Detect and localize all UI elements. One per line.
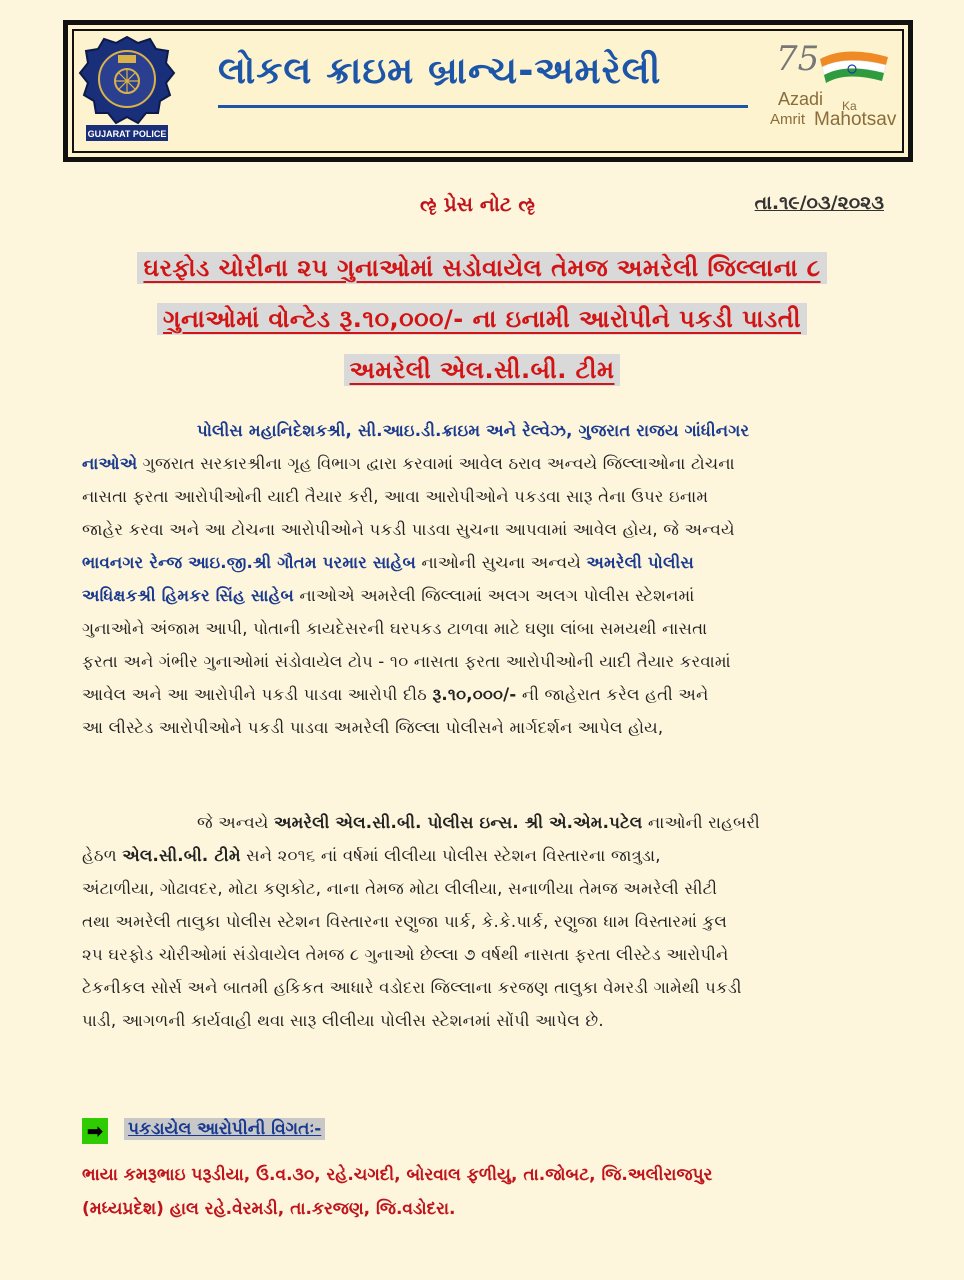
- amrit-word: Amrit: [770, 111, 805, 128]
- p2-text: જે અન્વયે: [197, 813, 274, 832]
- azadi-word: Azadi: [778, 89, 824, 109]
- azadi-number: 75: [776, 39, 820, 79]
- azadi-ka-amrit-mahotsav-logo: [770, 39, 898, 139]
- p2-bold: એલ.સી.બી. ટીમે: [122, 846, 241, 865]
- paragraph-1: [82, 414, 882, 744]
- header-box: [63, 20, 913, 162]
- title-underline: [218, 105, 748, 108]
- headline-line-3: [0, 354, 964, 386]
- accused-section-label: પકડાયેલ આરોપીની વિગતઃ-: [124, 1118, 325, 1140]
- paragraph-2: [82, 806, 882, 1037]
- p2-line: ટેકનીકલ સોર્સ અને બાતમી હકિકત આધારે વડોદરા જિલ્લાના કરજણ તાલુકા વેમરડી ગામેથી પકડી: [82, 978, 742, 997]
- p1-line: [82, 546, 882, 579]
- p1-line: [82, 414, 882, 447]
- accused-line: (મધ્યપ્રદેશ) હાલ રહે.વેરમડી, તા.કરજણ, જિ.વડોદરા.: [82, 1199, 456, 1219]
- flag-icon: [816, 45, 892, 91]
- mahotsav-word: Mahotsav: [814, 109, 897, 130]
- p1-bold: નાઓએ: [82, 454, 138, 473]
- arrow-right-icon: ➡: [82, 1118, 108, 1144]
- p2-text: હેઠળ: [82, 846, 123, 865]
- headline-text-1: ઘરફોડ ચોરીના ૨૫ ગુનાઓમાં સડોવાયેલ તેમજ અમરેલી જિલ્લાના ૮: [137, 252, 826, 284]
- press-note-label: ૡ પ્રેસ નોટ ૡ: [420, 192, 536, 216]
- p1-line: [82, 579, 882, 612]
- p1-text: નાઓની સુચના અન્વયે: [415, 553, 587, 572]
- p2-line: [82, 806, 882, 839]
- p1-line: ગુનાઓને અંજામ આપી, પોતાની કાયદેસરની ઘરપકડ ટાળવા માટે ઘણા લાંબા સમયથી નાસતા: [82, 619, 708, 638]
- accused-details: [82, 1158, 882, 1226]
- p1-text: ની જાહેરાત કરેલ હતી અને: [516, 685, 709, 704]
- p2-line: [82, 839, 882, 872]
- badge-text: GUJARAT POLICE: [87, 129, 167, 139]
- p2-line: પાડી, આગળની કાર્યવાહી થવા સારૂ લીલીયા પોલીસ સ્ટેશનમાં સોંપી આપેલ છે.: [82, 1011, 604, 1030]
- p2-bold: અમરેલી એલ.સી.બી. પોલીસ ઇન્સ. શ્રી એ.એમ.પટેલ: [273, 813, 643, 832]
- p1-text: ગુજરાત સરકારશ્રીના ગૃહ વિભાગ દ્વારા કરવામાં આવેલ ઠરાવ અન્વયે જિલ્લાઓના ટોચના: [137, 454, 735, 473]
- p1-line: જાહેર કરવા અને આ ટોચના આરોપીઓને પકડી પાડવા સુચના આપવામાં આવેલ હોય, જે અન્વયે: [82, 520, 735, 539]
- p2-line: ૨૫ ઘરફોડ ચોરીઓમાં સંડોવાયેલ તેમજ ૮ ગુનાઓ છેલ્લા ૭ વર્ષથી નાસતા ફરતા લીસ્ટેડ આરોપીને: [82, 945, 729, 964]
- headline-text-3: અમરેલી એલ.સી.બી. ટીમ: [344, 354, 621, 386]
- accused-line: ભાયા કમરૂભાઇ પરૂડીયા, ઉ.વ.૩૦, રહે.ચગદી, બોરવાલ ફળીયુ, તા.જોબટ, જિ.અલીરાજપુર: [82, 1165, 713, 1185]
- page-title: લોકલ ક્રાઇમ બ્રાન્ચ-અમરેલી: [218, 49, 662, 92]
- gujarat-police-badge-icon: [78, 33, 176, 145]
- ka-word: Ka: [842, 99, 857, 113]
- p2-line: અંટાળીયા, ગોઢાવદર, મોટા કણકોટ, નાના તેમજ મોટા લીલીયા, સનાળીયા તેમજ અમરેલી સીટી: [82, 879, 718, 898]
- p2-text: નાઓની રાહબરી: [642, 813, 760, 832]
- p1-text: આવેલ અને આ આરોપીને પકડી પાડવા આરોપી દીઠ: [82, 685, 433, 704]
- p2-text: સને ૨૦૧૬ નાં વર્ષમાં લીલીયા પોલીસ સ્ટેશન વિસ્તારના જાત્રુડા,: [240, 846, 661, 865]
- p1-line: આ લીસ્ટેડ આરોપીઓને પકડી પાડવા અમરેલી જિલ્લા પોલીસને માર્ગદર્શન આપેલ હોય,: [82, 718, 664, 737]
- p1-line: નાસતા ફરતા આરોપીઓની યાદી તૈયાર કરી, આવા આરોપીઓને પકડવા સારૂ તેના ઉપર ઇનામ: [82, 487, 709, 506]
- p1-bold: અમરેલી પોલીસ: [586, 553, 694, 572]
- headline-line-2: [0, 303, 964, 335]
- p2-line: તથા અમરેલી તાલુકા પોલીસ સ્ટેશન વિસ્તારના રણુજા પાર્ક, કે.કે.પાર્ક, રણુજા ધામ વિસ્તારમાં કુલ: [82, 912, 728, 931]
- p1-bold: અધિક્ષકશ્રી હિમકર સિંહ સાહેબ: [82, 586, 294, 605]
- p1-line: ફરતા અને ગંભીર ગુનાઓમાં સંડોવાયેલ ટોપ - ૧૦ નાસતા ફરતા આરોપીઓની યાદી તૈયાર કરવામાં: [82, 652, 731, 671]
- p1-text: નાઓએ અમરેલી જિલ્લામાં અલગ અલગ પોલીસ સ્ટેશનમાં: [293, 586, 695, 605]
- press-date: તા.૧૯/૦૩/૨૦૨૩: [754, 192, 884, 214]
- p1-bold: પોલીસ મહાનિદેશકશ્રી, સી.આઇ.ડી.ક્રાઇમ અને રેલ્વેઝ, ગુજરાત રાજય ગાંધીનગર: [197, 421, 750, 440]
- p1-bold: ભાવનગર રેન્જ આઇ.જી.શ્રી ગૌતમ પરમાર સાહેબ: [82, 553, 416, 572]
- headline-text-2: ગુનાઓમાં વોન્ટેડ રૂ.૧૦,૦૦૦/- ના ઇનામી આરોપીને પકડી પાડતી: [157, 303, 807, 335]
- p1-line: [82, 678, 882, 711]
- reward-amount: રૂ.૧૦,૦૦૦/-: [432, 685, 517, 704]
- headline-line-1: [0, 252, 964, 284]
- p1-line: [82, 447, 882, 480]
